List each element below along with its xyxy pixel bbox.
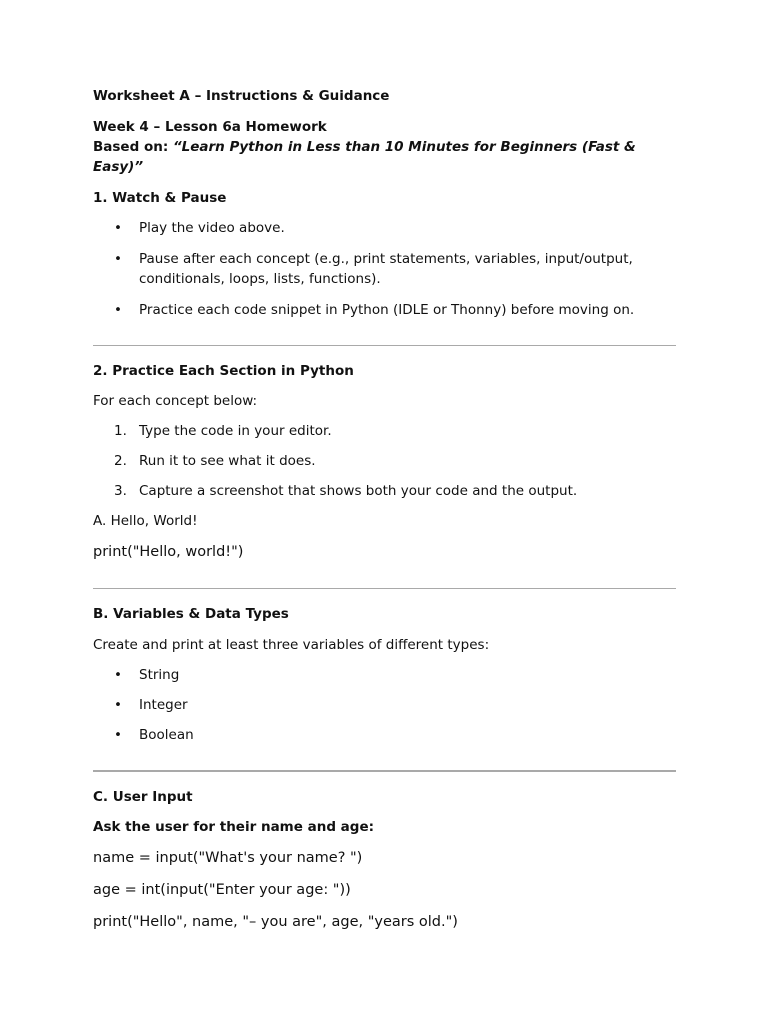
bullet-icon: •	[114, 251, 122, 267]
based-on-label: Based on:	[93, 139, 173, 155]
section-c-subheading: Ask the user for their name and age:	[93, 819, 375, 835]
code-line: print("Hello", name, "– you are", age, "years old.")	[93, 914, 458, 930]
bullet-icon: •	[114, 667, 122, 683]
video-title: “Learn Python in Less than 10 Minutes for Beginners (Fast & Easy)”	[93, 139, 636, 175]
list-item: • Pause after each concept (e.g., print statements, variables, input/output, conditionals, loops, lists, functions).	[114, 251, 633, 287]
list-item: • String	[114, 667, 180, 683]
bullet-icon: •	[114, 302, 122, 318]
bullet-icon: •	[114, 727, 122, 743]
list-item: 3. Capture a screenshot that shows both your code and the output.	[114, 483, 578, 499]
worksheet-page	[93, 86, 676, 932]
based-on-line	[93, 137, 676, 177]
list-item: 1. Type the code in your editor.	[114, 423, 332, 439]
worksheet-title: Worksheet A – Instructions & Guidance	[93, 88, 390, 104]
list-item: • Integer	[114, 697, 188, 713]
practice-steps-list	[93, 421, 676, 501]
section-b-intro: Create and print at least three variables of different types:	[93, 637, 490, 653]
hello-world-code: print("Hello, world!")	[93, 544, 244, 560]
bullet-icon: •	[114, 220, 122, 236]
section-divider	[93, 345, 676, 346]
section-2-intro: For each concept below:	[93, 393, 258, 409]
code-line: name = input("What's your name? ")	[93, 850, 363, 866]
section-b-heading: B. Variables & Data Types	[93, 606, 289, 622]
code-line: age = int(input("Enter your age: "))	[93, 882, 351, 898]
list-item: • Play the video above.	[114, 220, 285, 236]
list-item: 2. Run it to see what it does.	[114, 453, 316, 469]
lesson-title: Week 4 – Lesson 6a Homework	[93, 119, 327, 135]
section-1-heading: 1. Watch & Pause	[93, 190, 227, 206]
hello-world-title: A. Hello, World!	[93, 513, 198, 529]
bullet-icon: •	[114, 697, 122, 713]
section-divider	[93, 588, 676, 589]
list-item: • Practice each code snippet in Python (IDLE or Thonny) before moving on.	[114, 302, 635, 318]
section-c-heading: C. User Input	[93, 789, 193, 805]
data-types-list	[93, 665, 676, 745]
watch-pause-list	[93, 218, 676, 320]
section-2-heading: 2. Practice Each Section in Python	[93, 363, 354, 379]
section-divider	[93, 770, 676, 772]
list-item: • Boolean	[114, 727, 194, 743]
